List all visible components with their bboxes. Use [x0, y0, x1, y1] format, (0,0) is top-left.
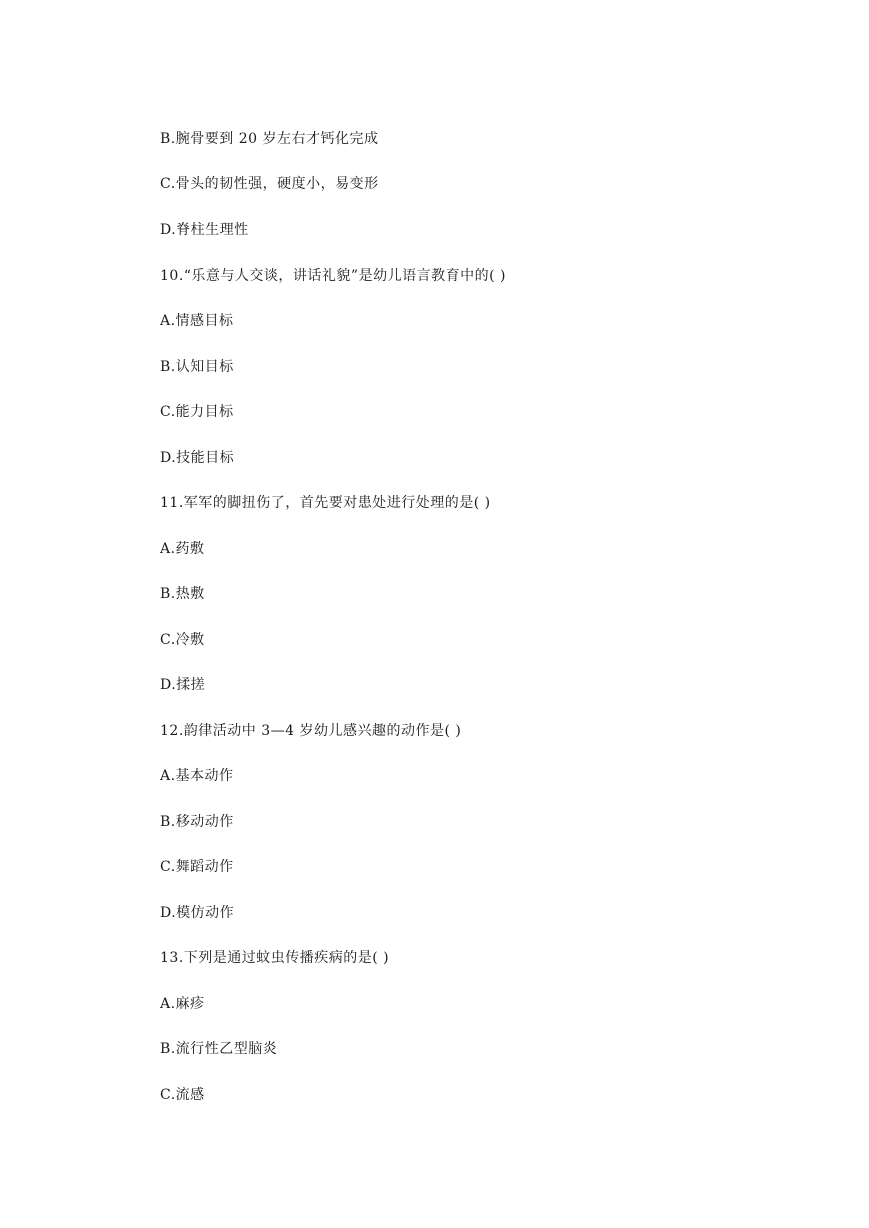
question-11-option-d: D.揉搓	[160, 677, 206, 693]
option-d-line: D.脊柱生理性	[160, 222, 249, 238]
question-13-option-a: A.麻疹	[160, 996, 205, 1012]
question-10-option-c: C.能力目标	[160, 404, 234, 420]
option-b-line: B.腕骨要到 20 岁左右才钙化完成	[160, 131, 379, 147]
option-c-line: C.骨头的韧性强，硬度小，易变形	[160, 176, 379, 192]
question-11-option-a: A.药敷	[160, 541, 205, 557]
question-10-option-d: D.技能目标	[160, 450, 235, 466]
question-10: 10.“乐意与人交谈，讲话礼貌”是幼儿语言教育中的( )	[160, 268, 506, 284]
question-13: 13.下列是通过蚊虫传播疾病的是( )	[160, 950, 390, 966]
question-11-option-c: C.冷敷	[160, 632, 205, 648]
question-12-option-a: A.基本动作	[160, 768, 234, 784]
question-13-option-c: C.流感	[160, 1087, 205, 1103]
question-11: 11.军军的脚扭伤了，首先要对患处进行处理的是( )	[160, 495, 491, 511]
question-11-option-b: B.热敷	[160, 586, 205, 602]
question-10-option-a: A.情感目标	[160, 313, 234, 329]
question-12: 12.韵律活动中 3—4 岁幼儿感兴趣的动作是( )	[160, 723, 462, 739]
question-10-option-b: B.认知目标	[160, 359, 234, 375]
question-12-option-b: B.移动动作	[160, 814, 234, 830]
question-12-option-c: C.舞蹈动作	[160, 859, 234, 875]
question-12-option-d: D.模仿动作	[160, 905, 235, 921]
question-13-option-b: B.流行性乙型脑炎	[160, 1041, 278, 1057]
